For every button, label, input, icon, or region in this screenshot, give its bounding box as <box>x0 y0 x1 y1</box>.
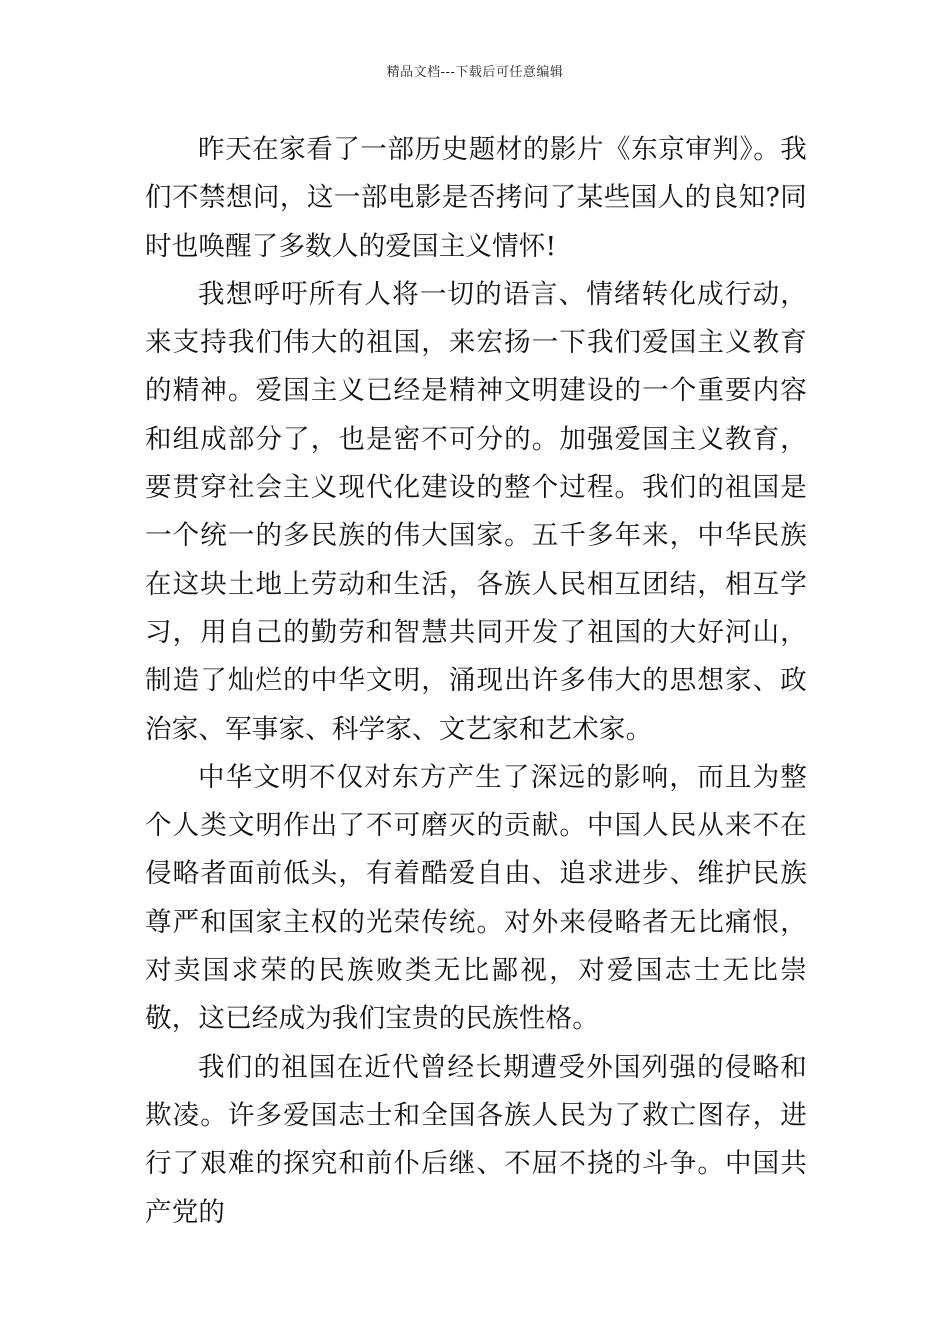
paragraph-2: 我想呼吁所有人将一切的语言、情绪转化成行动，来支持我们伟大的祖国，来宏扬一下我们爱国主义教育的精神。爱国主义已经是精神文明建设的一个重要内容和组成部分了，也是密不可分的。加强爱国主义教育，要贯穿社会主义现代化建设的整个过程。我们的祖国是一个统一的多民族的伟大国家。五千多年来，中华民族在这块土地上劳动和生活，各族人民相互团结，相互学习，用自己的勤劳和智慧共同开发了祖国的大好河山，制造了灿烂的中华文明，涌现出许多伟大的思想家、政治家、军事家、科学家、文艺家和艺术家。 <box>145 278 807 745</box>
paragraph-4: 我们的祖国在近代曾经长期遭受外国列强的侵略和欺凌。许多爱国志士和全国各族人民为了救亡图存，进行了艰难的探究和前仆后继、不屈不挠的斗争。中国共产党的 <box>145 1051 807 1228</box>
paragraph-1: 昨天在家看了一部历史题材的影片《东京审判》。我们不禁想问，这一部电影是否拷问了某些国人的良知?同时也唤醒了多数人的爱国主义情怀! <box>145 134 807 262</box>
page-header: 精品文档---下载后可任意编辑 <box>386 65 564 80</box>
document-body <box>145 126 807 1237</box>
paragraph-3: 中华文明不仅对东方产生了深远的影响，而且为整个人类文明作出了不可磨灭的贡献。中国人民从来不在侵略者面前低头，有着酷爱自由、追求进步、维护民族尊严和国家主权的光荣传统。对外来侵略者无比痛恨，对卖国求荣的民族败类无比鄙视，对爱国志士无比崇敬，这已经成为我们宝贵的民族性格。 <box>145 761 807 1035</box>
